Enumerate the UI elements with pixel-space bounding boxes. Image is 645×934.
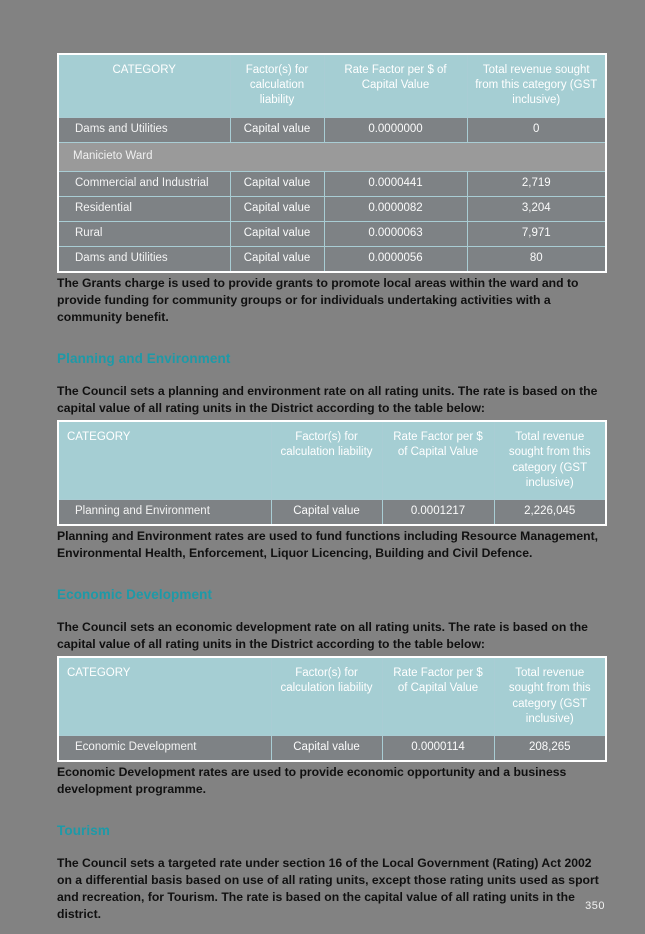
table-row	[58, 196, 606, 221]
planning-outro-paragraph: Planning and Environment rates are used to fund functions including Resource Management, Environmental Health, Enforcement, Liquor Licencing, Building and Civil Defence.	[57, 528, 599, 561]
tourism-intro-paragraph: The Council sets a targeted rate under section 16 of the Local Government (Rating) Act 2002 on a differential basis based on use of all rating units, except those rating units used as sport and recreation, for Tourism. The rate is based on the capital value of all rating units in the district.	[57, 855, 599, 922]
grants-paragraph: The Grants charge is used to provide grants to promote local areas within the ward and to provide funding for community groups or for individuals undertaking activities with a community benefit.	[57, 275, 579, 325]
cell-rate-factor: 0.0000056	[324, 246, 467, 272]
cell-category: Dams and Utilities	[58, 246, 230, 272]
cell-factor: Capital value	[230, 221, 324, 246]
cell-rate-factor: 0.0001217	[382, 499, 494, 525]
cell-group-label: Manicieto Ward	[58, 142, 606, 171]
cell-category: Planning and Environment	[58, 499, 271, 525]
column-header-revenue: Total revenue sought from this category (GST inclusive)	[467, 54, 606, 117]
column-header-revenue: Total revenue sought from this category (GST inclusive)	[494, 421, 606, 499]
table-row	[58, 171, 606, 196]
column-header-rate-factor: Rate Factor per $ of Capital Value	[382, 421, 494, 499]
economic-outro-paragraph: Economic Development rates are used to provide economic opportunity and a business development programme.	[57, 764, 567, 797]
column-header-factor: Factor(s) for calculation liability	[271, 421, 382, 499]
table-header	[58, 657, 606, 735]
cell-revenue: 0	[467, 117, 606, 142]
cell-revenue: 80	[467, 246, 606, 272]
spacer	[57, 602, 605, 616]
cell-revenue: 2,719	[467, 171, 606, 196]
cell-revenue: 7,971	[467, 221, 606, 246]
cell-factor: Capital value	[230, 196, 324, 221]
cell-rate-factor: 0.0000114	[382, 735, 494, 761]
ward-rates-table	[57, 53, 607, 273]
planning-rates-table	[57, 420, 607, 526]
table-body	[58, 499, 606, 525]
column-header-rate-factor: Rate Factor per $ of Capital Value	[324, 54, 467, 117]
column-header-factor: Factor(s) for calculation liability	[230, 54, 324, 117]
table-group-row	[58, 142, 606, 171]
table-row	[58, 221, 606, 246]
table-body	[58, 735, 606, 761]
heading-economic-development: Economic Development	[57, 586, 213, 602]
column-header-category: CATEGORY	[58, 54, 230, 117]
cell-revenue: 208,265	[494, 735, 606, 761]
column-header-category: CATEGORY	[58, 657, 271, 735]
economic-rates-table	[57, 656, 607, 762]
table-header-row	[58, 657, 606, 735]
page-number: 350	[585, 900, 605, 912]
cell-factor: Capital value	[271, 735, 382, 761]
table-header	[58, 54, 606, 117]
cell-category: Commercial and Industrial	[58, 171, 230, 196]
planning-intro-paragraph: The Council sets a planning and environment rate on all rating units. The rate is based on the capital value of all rating units in the District according to the table below:	[57, 383, 598, 415]
table-body	[58, 117, 606, 272]
table-row	[58, 499, 606, 525]
column-header-category: CATEGORY	[58, 421, 271, 499]
economic-intro-paragraph: The Council sets an economic development rate on all rating units. The rate is based on the capital value of all rating units in the District according to the table below:	[57, 619, 588, 651]
heading-planning-and-environment: Planning and Environment	[57, 350, 231, 366]
spacer	[57, 838, 605, 852]
spacer	[57, 366, 605, 380]
table-row	[58, 117, 606, 142]
cell-category: Economic Development	[58, 735, 271, 761]
cell-factor: Capital value	[271, 499, 382, 525]
column-header-factor: Factor(s) for calculation liability	[271, 657, 382, 735]
cell-revenue: 2,226,045	[494, 499, 606, 525]
cell-rate-factor: 0.0000000	[324, 117, 467, 142]
heading-tourism: Tourism	[57, 822, 110, 838]
cell-factor: Capital value	[230, 117, 324, 142]
table-row	[58, 735, 606, 761]
page-content	[57, 53, 605, 924]
cell-rate-factor: 0.0000063	[324, 221, 467, 246]
column-header-rate-factor: Rate Factor per $ of Capital Value	[382, 657, 494, 735]
cell-factor: Capital value	[230, 171, 324, 196]
table-header-row	[58, 421, 606, 499]
cell-rate-factor: 0.0000082	[324, 196, 467, 221]
cell-category: Dams and Utilities	[58, 117, 230, 142]
cell-factor: Capital value	[230, 246, 324, 272]
table-header	[58, 421, 606, 499]
table-header-row	[58, 54, 606, 117]
table-row	[58, 246, 606, 272]
column-header-revenue: Total revenue sought from this category (GST inclusive)	[494, 657, 606, 735]
cell-category: Residential	[58, 196, 230, 221]
cell-revenue: 3,204	[467, 196, 606, 221]
cell-rate-factor: 0.0000441	[324, 171, 467, 196]
cell-category: Rural	[58, 221, 230, 246]
